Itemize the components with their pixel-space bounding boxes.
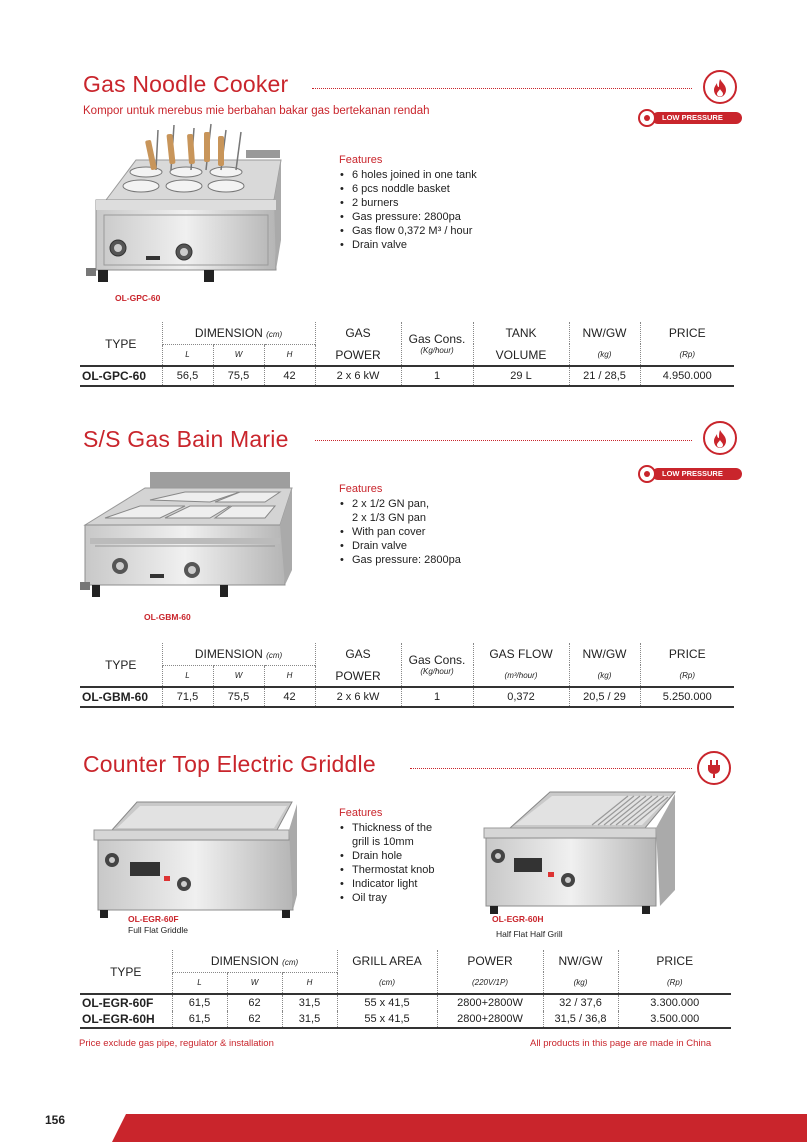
- features-heading: Features: [339, 154, 383, 166]
- table-row: OL-EGR-60F 61,5 62 31,5 55 x 41,5 2800+2800W 32 / 37,6 3.300.000: [80, 994, 731, 1011]
- col-dimension: DIMENSION (cm): [172, 950, 337, 972]
- col-type: TYPE: [110, 964, 142, 979]
- feature-item: • 2 x 1/2 GN pan,: [339, 497, 461, 511]
- product-image-noodle-cooker: [76, 120, 291, 300]
- feature-item: • Indicator light: [339, 877, 435, 891]
- col-tank: TANK: [473, 322, 569, 344]
- feature-item: grill is 10mm: [352, 836, 414, 848]
- table-row: OL-GBM-60 71,5 75,5 42 2 x 6 kW 1 0,372 20,5 / 29 5.250.000: [80, 687, 734, 707]
- caption-griddle-h: Half Flat Half Grill: [496, 929, 563, 939]
- col-grill-area: GRILL AREA: [337, 950, 437, 972]
- features-heading: Features: [339, 807, 383, 819]
- features-heading: Features: [339, 483, 383, 495]
- feature-item: • Gas pressure: 2800pa: [339, 210, 477, 224]
- gauge-icon: [638, 109, 656, 127]
- page-number: 156: [45, 1113, 66, 1127]
- spec-table-griddle: TYPE DIMENSION (cm) GRILL AREA POWER NW/GW PRICE L W H (cm) (220V/1P) (kg) (Rp) OL-EGR-60F 61,5 62 31,5 55 x 41,5 2800+2800W 32 / 37,6 3.300.000 OL-EGR-60H 61,5 62 31,5 55 x 41,5 2800+2800W 31,5 / 36,8 3.500.000: [80, 950, 731, 1029]
- col-cons: Gas Cons. (Kg/hour): [401, 322, 473, 366]
- feature-item: • Thermostat knob: [339, 863, 435, 877]
- spec-table-bain: TYPE DIMENSION (cm) GAS Gas Cons. (Kg/hour) GAS FLOW NW/GW PRICE L W H POWER (m³/hour) (kg) (Rp) OL-GBM-60 71,5 75,5 42 2 x 6 kW 1 0,372 20,5 / 29 5.250.000: [80, 643, 734, 708]
- feature-item: • 2 burners: [339, 196, 477, 210]
- spec-table-noodle: TYPE DIMENSION (cm) GAS Gas Cons. (Kg/hour) TANK NW/GW PRICE L W H POWER VOLUME (kg) (Rp) OL-GPC-60 56,5 75,5 42 2 x 6 kW 1 29 L 21 / 28,5 4.950.000: [80, 322, 734, 387]
- model-label-bain: OL-GBM-60: [144, 612, 191, 622]
- col-dimension: DIMENSION (cm): [162, 322, 315, 344]
- footer-bar: [112, 1114, 807, 1142]
- product-image-bain-marie: [80, 470, 295, 615]
- col-gas: GAS: [315, 322, 401, 344]
- plug-icon: [697, 751, 731, 785]
- footnote-right: All products in this page are made in China: [530, 1038, 712, 1049]
- features-list-noodle: [339, 168, 477, 252]
- model-label-griddle-h: OL-EGR-60H: [492, 914, 544, 924]
- feature-item: • With pan cover: [339, 525, 461, 539]
- low-pressure-badge: LOW PRESSURE: [638, 110, 748, 124]
- title-divider: [315, 440, 692, 441]
- col-price: PRICE: [618, 950, 731, 972]
- section-title-griddle: Counter Top Electric Griddle: [83, 751, 376, 777]
- col-type: TYPE: [105, 657, 137, 672]
- flame-icon: [703, 421, 737, 455]
- feature-item: • Drain valve: [339, 238, 477, 252]
- col-nwgw: NW/GW: [543, 950, 618, 972]
- feature-item: • Drain valve: [339, 539, 461, 553]
- low-pressure-badge: LOW PRESSURE: [638, 466, 748, 480]
- table-row: OL-GPC-60 56,5 75,5 42 2 x 6 kW 1 29 L 21 / 28,5 4.950.000: [80, 366, 734, 386]
- model-label-noodle: OL-GPC-60: [115, 293, 161, 303]
- col-price: PRICE: [640, 643, 734, 665]
- col-type: TYPE: [105, 336, 137, 351]
- flame-icon: [703, 70, 737, 104]
- col-gas: GAS: [315, 643, 401, 665]
- title-divider: [312, 88, 692, 89]
- product-image-griddle-half: [480, 790, 680, 915]
- feature-item: • 6 pcs noddle basket: [339, 182, 477, 196]
- col-cons: Gas Cons. (Kg/hour): [401, 643, 473, 687]
- col-price: PRICE: [640, 322, 734, 344]
- feature-item: • Oil tray: [339, 891, 435, 905]
- feature-item: 2 x 1/3 GN pan: [352, 512, 426, 524]
- section-title-noodle: Gas Noodle Cooker: [83, 71, 289, 97]
- feature-item: • Gas flow 0,372 M³ / hour: [339, 224, 477, 238]
- col-nwgw: NW/GW: [569, 322, 640, 344]
- features-list-griddle: [339, 821, 435, 905]
- col-power: POWER: [437, 950, 543, 972]
- product-image-griddle-flat: [92, 800, 302, 918]
- section-title-bain: S/S Gas Bain Marie: [83, 426, 289, 452]
- caption-griddle-f: Full Flat Griddle: [128, 925, 188, 935]
- col-nwgw: NW/GW: [569, 643, 640, 665]
- model-label-griddle-f: OL-EGR-60F: [128, 914, 179, 924]
- features-list-bain: [339, 497, 461, 567]
- section-subtitle-noodle: Kompor untuk merebus mie berbahan bakar gas bertekanan rendah: [83, 105, 430, 117]
- feature-item: • 6 holes joined in one tank: [339, 168, 477, 182]
- table-row: OL-EGR-60H 61,5 62 31,5 55 x 41,5 2800+2800W 31,5 / 36,8 3.500.000: [80, 1011, 731, 1028]
- feature-item: • Gas pressure: 2800pa: [339, 553, 461, 567]
- feature-item: • Drain hole: [339, 849, 435, 863]
- title-divider: [410, 768, 692, 769]
- col-dimension: DIMENSION (cm): [162, 643, 315, 665]
- feature-item: • Thickness of the: [339, 821, 435, 835]
- footnote-left: Price exclude gas pipe, regulator & installation: [79, 1038, 274, 1049]
- col-gasflow: GAS FLOW: [473, 643, 569, 665]
- gauge-icon: [638, 465, 656, 483]
